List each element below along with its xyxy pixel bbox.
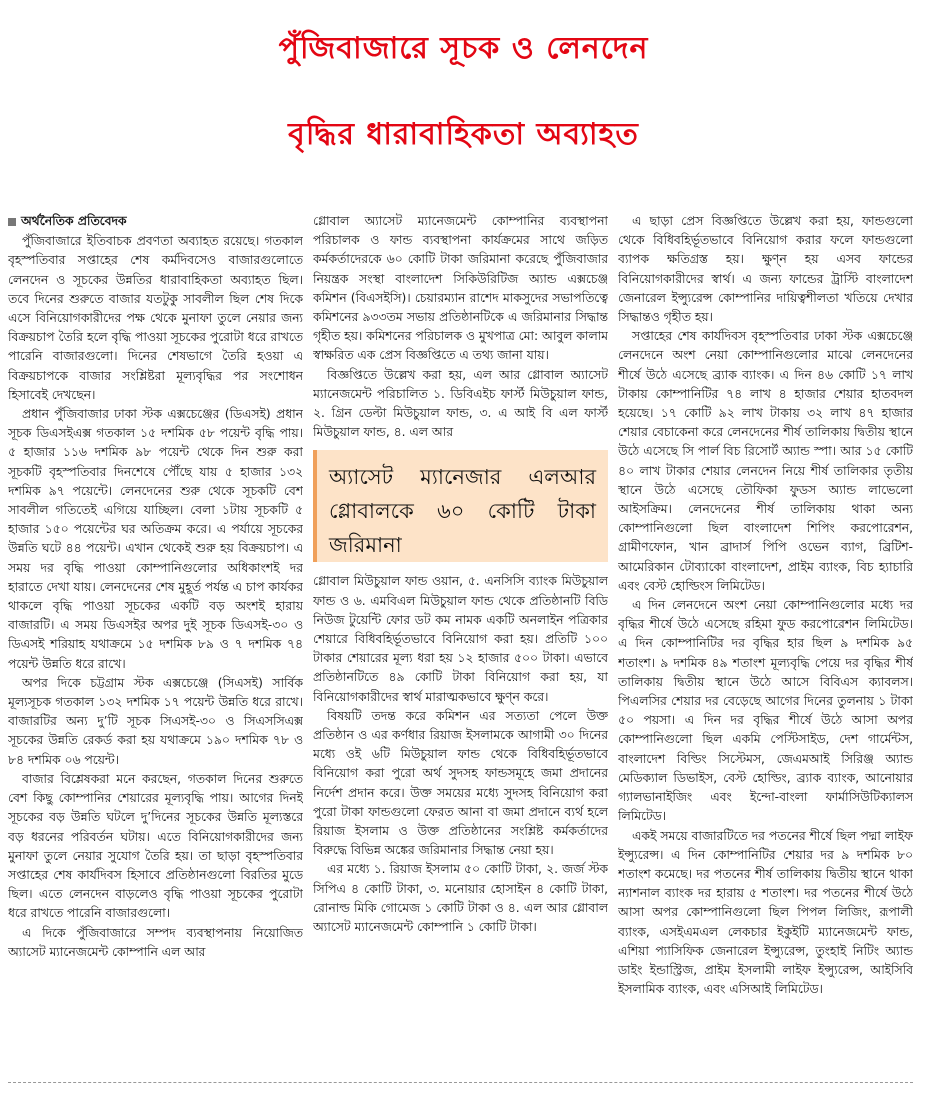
paragraph: এ দিকে পুঁজিবাজারে সম্পদ ব্যবস্থাপনায় নিয়োজিত অ্যাসেট ম্যানেজমেন্ট কোম্পানি এল আর [8,925,303,959]
paragraph: বিষয়টি তদন্ত করে কমিশন এর সত্যতা পেলে উক্ত প্রতিষ্ঠান ও এর কর্ণধার রিয়াজ ইসলামকে আগামী ৩০ দিনের মধ্যে ওই ৬টি মিউচুয়াল ফান্ড থেকে বিধিবহির্ভূতভাবে বিনিয়োগ করা পুরো অর্থ সুদসহ ফান্ডসমূহে জমা প্রদানের নির্দেশ প্রদান করে। উক্ত সময়ের মধ্যে সুদসহ বিনিয়োগ করা পুরো টাকা ফান্ডগুলো ফেরত আনা বা জমা প্রদানে ব্যর্থ হলে রিয়াজ ইসলাম ও উক্ত প্রতিষ্ঠানের সংশ্লিষ্ট কর্মকর্তাদের বিরুদ্ধে বিভিন্ন অঙ্কের জরিমানার সিদ্ধান্ত নেয়া হয়। [313,708,608,858]
paragraph: বিজ্ঞপ্তিতে উল্লেখ করা হয়, এল আর গ্লোবাল অ্যাসেট ম্যানেজমেন্ট পরিচালিত ১. ডিবিএইচ ফার্স্ট মিউচুয়াল ফান্ড, ২. গ্রিন ডেল্টা মিউচুয়াল ফান্ড, ৩. এ আই বি এল ফার্স্ট মিউচুয়াল ফান্ড, ৪. এল আর [313,367,608,440]
paragraph: সপ্তাহের শেষ কার্যদিবস বৃহস্পতিবার ঢাকা স্টক এক্সচেঞ্জে লেনদেনে অংশ নেয়া কোম্পানিগুলোর মাঝে লেনদেনের শীর্ষে উঠে এসেছে ব্র্যাক ব্যাংক। এ দিন ৪৬ কোটি ১৭ লাখ টাকায় কোম্পানিটির ৭৪ লাখ ৪ হাজার শেয়ার হাতবদল হয়েছে। ১৭ কোটি ৯২ লাখ টাকায় ৩২ লাখ ৪৭ হাজার শেয়ার বেচাকেনা করে লেনদেনের শীর্ষ তালিকায় দ্বিতীয় স্থানে উঠে এসেছে সি পার্ল বিচ রিসোর্ট অ্যান্ড স্পা। আর ১৫ কোটি ৪০ লাখ টাকার শেয়ার লেনদেন নিয়ে শীর্ষ তালিকার তৃতীয় স্থানে উঠে এসেছে তৌফিকা ফুডস অ্যান্ড লাভেলো আইসক্রিম। লেনদেনের শীর্ষ তালিকায় থাকা অন্য কোম্পানিগুলো ছিল বাংলাদেশ শিপিং করপোরেশন, গ্রামীণফোন, খান ব্রাদার্স পিপি ওভেন ব্যাগ, ব্রিটিশ-আমেরিকান টোব্যাকো বাংলাদেশ, প্রাইম ব্যাংক, বিচ হ্যাচারি এবং বেস্ট হোল্ডিংস লিমিটেড। [618,329,913,593]
column-1 [8,212,303,1072]
headline [10,6,917,178]
pull-quote: অ্যাসেট ম্যানেজার এলআর গ্লোবালকে ৬০ কোটি টাকা জরিমানা [313,450,608,562]
paragraph: অপর দিকে চট্টগ্রাম স্টক এক্সচেঞ্জে (সিএসই) সার্বিক মূল্যসূচক গতকাল ১৩২ দশমিক ১৭ পয়েন্ট উন্নতি ধরে রাখে। বাজারটির অন্য দু’টি সূচক সিএসই-৩০ ও সিএসসিএক্স সূচকের উন্নতি রেকর্ড করা হয় যথাক্রমে ১৯০ দশমিক ৭৮ ও ৮৪ দশমিক ০৬ পয়েন্ট। [8,675,303,767]
article-body [8,212,913,1072]
column-2 [313,212,608,1072]
byline-text: অর্থনৈতিক প্রতিবেদক [21,214,127,228]
paragraph: প্রধান পুঁজিবাজার ঢাকা স্টক এক্সচেঞ্জের (ডিএসই) প্রধান সূচক ডিএসইএক্স গতকাল ১৫ দশমিক ৫৮ পয়েন্ট বৃদ্ধি পায়। ৫ হাজার ১১৬ দশমিক ৯৮ পয়েন্ট থেকে দিন শুরু করা সূচকটি বৃহস্পতিবার দিনশেষে পৌঁছে যায় ৫ হাজার ১৩২ দশমিক ৯৭ পয়েন্টে। লেনদেনের শুরু থেকে সূচকটি বেশ সাবলীল গতিতেই এগিয়ে যাচ্ছিল। বেলা ১টায় সূচকটি ৫ হাজার ১৫০ পয়েন্টের ঘর অতিক্রম করে। এ পর্যায়ে সূচকের উন্নতি ঘটে ৪৪ পয়েন্ট। এখান থেকেই শুরু হয় বিক্রয়চাপ। এ সময় দর বৃদ্ধি পাওয়া কোম্পানিগুলোর অধিকাংশই দর হারাতে দেখা যায়। লেনদেনের শেষ মুহূর্ত পর্যন্ত এ চাপ কার্যকর থাকলে বৃদ্ধি পাওয়া সূচকের একটি বড় অংশই হারায় বাজারটি। এ সময় ডিএসইর অপর দুই সূচক ডিএসই-৩০ ও ডিএসই শরিয়াহ যথাক্রমে ১৫ দশমিক ৮৯ ও ৭ দশমিক ৭৪ পয়েন্ট উন্নতি ধরে রাখে। [8,407,303,671]
paragraph: এ দিন লেনদেনে অংশ নেয়া কোম্পানিগুলোর মধ্যে দর বৃদ্ধির শীর্ষে উঠে এসেছে রহিমা ফুড করপোরেশন লিমিটেড। এ দিন কোম্পানিটির দর বৃদ্ধির হার ছিল ৯ দশমিক ৯৫ শতাংশ। ৯ দশমিক ৪৯ শতাংশ মূল্যবৃদ্ধি পেয়ে দর বৃদ্ধির শীর্ষ তালিকায় দ্বিতীয় স্থানে উঠে আসে বিবিএস ক্যাবলস। পিএলসির শেয়ার দর বেড়েছে আগের দিনের তুলনায় ১ টাকা ৫০ পয়সা। এ দিন দর বৃদ্ধির শীর্ষে উঠে আসা অপর কোম্পানিগুলো ছিল একমি পেস্টিসাইড, দেশ গার্মেন্টস, বাংলাদেশ বিল্ডিং সিস্টেমস, জেএমআই সিরিঞ্জ অ্যান্ড মেডিক্যাল ডিভাইস, বেস্ট হোল্ডিং, ব্র্যাক ব্যাংক, আনোয়ার গ্যালভানাইজিং এবং ইন্দো-বাংলা ফার্মাসিউটিক্যালস লিমিটেড। [618,598,913,824]
column-3 [618,212,913,1072]
paragraph: বাজার বিশ্লেষকরা মনে করছেন, গতকাল দিনের শুরুতে বেশ কিছু কোম্পানির শেয়ারের মূল্যবৃদ্ধি পায়। আগের দিনই সূচকের বড় উন্নতি ঘটলে দু’দিনের সূচকের উন্নতি মূল্যস্তরে বড় ধরনের পরিবর্তন ঘটায়। এতে বিনিয়োগকারীদের জন্য মুনাফা তুলে নেয়ার সুযোগ তৈরি হয়। তা ছাড়া বৃহস্পতিবার সপ্তাহের শেষ কার্যদিবস হিসাবে প্রতিষ্ঠানগুলো বিরতির মুডে ছিল। এতে লেনদেন বাড়লেও বৃদ্ধি পাওয়া সূচকের পুরোটা ধরে রাখতে পারেনি বাজারগুলো। [8,771,303,921]
paragraph: একই সময়ে বাজারটিতে দর পতনের শীর্ষে ছিল পদ্মা লাইফ ইন্স্যুরেন্স। এ দিন কোম্পানিটির শেয়ার দর ৯ দশমিক ৮০ শতাংশ কমেছে। দর পতনের শীর্ষ তালিকায় দ্বিতীয় স্থানে থাকা ন্যাশনাল ব্যাংক দর হারায় ৫ শতাংশ। দর পতনের শীর্ষে উঠে আসা অপর কোম্পানিগুলো ছিল পিপল লিজিং, রূপালী ব্যাংক, এসইএমএল লেকচার ইকুইটি ম্যানেজমেন্ট ফান্ড, এশিয়া প্যাসিফিক জেনারেল ইন্স্যুরেন্স, তুংহাই নিটিং অ্যান্ড ডাইং ইন্ডাস্ট্রিজ, প্রাইম ইসলামী লাইফ ইন্স্যুরেন্স, আইসিবি ইসলামিক ব্যাংক, এবং এসিআই লিমিটেড। [618,828,913,997]
paragraph: গ্লোবাল মিউচুয়াল ফান্ড ওয়ান, ৫. এনসিসি ব্যাংক মিউচুয়াল ফান্ড ও ৬. এমবিএল মিউচুয়াল ফান্ড থেকে প্রতিষ্ঠানটি বিডি নিউজ টুয়েন্টি ফোর ডট কম নামক একটি অনলাইন পত্রিকার শেয়ারে বিধিবহির্ভূতভাবে বিনিয়োগ করা হয়। প্রতিটি ১০০ টাকার শেয়ারের মূল্য ধরা হয় ১২ হাজার ৫০০ টাকা। এভাবে প্রতিষ্ঠানটিতে ৪৯ কোটি টাকা বিনিয়োগ করা হয়, যা বিনিয়োগকারীদের স্বার্থ মারাত্মকভাবে ক্ষুণ্ন করে। [313,574,608,704]
headline-line-2: বৃদ্ধির ধারাবাহিকতা অব্যাহত [288,117,639,152]
bullet-icon [8,218,16,226]
bottom-divider [8,1082,913,1083]
paragraph: গ্লোবাল অ্যাসেট ম্যানেজমেন্ট কোম্পানির ব্যবস্থাপনা পরিচালক ও ফান্ড ব্যবস্থাপনা কার্যক্রমের সাথে জড়িত কর্মকর্তাদেরকে ৬০ কোটি টাকা জরিমানা করেছে পুঁজিবাজার নিয়ন্ত্রক সংস্থা বাংলাদেশ সিকিউরিটিজ অ্যান্ড এক্সচেঞ্জ কমিশন (বিএসইসি)। চেয়ারম্যান রাশেদ মাকসুদের সভাপতিত্বে কমিশনের ৯৩৩তম সভায় প্রতিষ্ঠানটিকে এ জরিমানার সিদ্ধান্ত গৃহীত হয়। কমিশনের পরিচালক ও মুখপাত্র মো: আবুল কালাম স্বাক্ষরিত এক প্রেস বিজ্ঞপ্তিতে এ তথ্য জানা যায়। [313,214,608,363]
paragraph: এ ছাড়া প্রেস বিজ্ঞপ্তিতে উল্লেখ করা হয়, ফান্ডগুলো থেকে বিধিবহির্ভূতভাবে বিনিয়োগ করার ফলে ফান্ডগুলো ব্যাপক ক্ষতিগ্রস্ত হয়। ক্ষুণ্ন হয় এসব ফান্ডের বিনিয়োগকারীদের স্বার্থ। এ জন্য ফান্ডের ট্রাস্টি বাংলাদেশ জেনারেল ইন্স্যুরেন্স কোম্পানির দায়িত্বশীলতা খতিয়ে দেখার সিদ্ধান্তও গৃহীত হয়। [618,214,913,325]
byline [8,212,303,231]
paragraph: এর মধ্যে ১. রিয়াজ ইসলাম ৫০ কোটি টাকা, ২. জর্জ স্টক সিপিএ ৪ কোটি টাকা, ৩. মনোয়ার হোসাইন ৪ কোটি টাকা, রোনাল্ড মিকি গোমেজ ১ কোটি টাকা ও ৪. এল আর গ্লোবাল অ্যাসেট ম্যানেজমেন্ট কোম্পানি ১ কোটি টাকা। [313,862,608,935]
headline-line-1: পুঁজিবাজারে সূচক ও লেনদেন [278,31,649,66]
paragraph: পুঁজিবাজারে ইতিবাচক প্রবণতা অব্যাহত রয়েছে। গতকাল বৃহস্পতিবার সপ্তাহের শেষ কর্মদিবসেও বাজারগুলোতে লেনদেন ও সূচকের উন্নতির ধারাবাহিকতা অব্যাহত ছিল। তবে দিনের শুরুতে বাজার যতটুকু সাবলীল ছিল শেষ দিকে এসে বিনিয়োগকারীদের পক্ষ থেকে মুনাফা তুলে নেয়ার জন্য বিক্রয়চাপ তৈরি হলে বৃদ্ধি পাওয়া সূচকের পুরোটা ধরে রাখতে পারেনি বাজারগুলো। দিনের শেষভাগে তৈরি হওয়া এ বিক্রয়চাপকে বাজার সংশ্লিষ্টরা মূল্যবৃদ্ধির পর সংশোধন হিসাবেই দেখছেন। [8,234,303,402]
